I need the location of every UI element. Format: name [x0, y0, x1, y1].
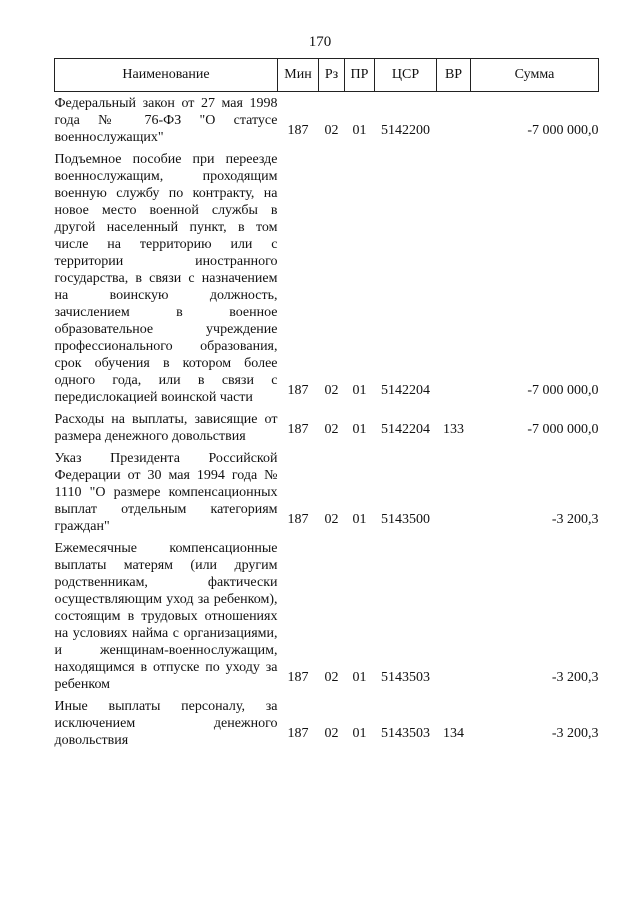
row-min: 187 — [287, 422, 309, 437]
row-rz: 02 — [324, 512, 339, 527]
row-pr: 01 — [352, 726, 367, 741]
row-pr: 01 — [352, 512, 367, 527]
row-name: Подъемное пособие при переезде военнослужащим, проходящим военную службу по контракту, на новое место военной службы в другой населенный пункт, в том числе на территорию или с территории иностранного государства, в связи с назначением на воинскую должность, зачислением в военное образовательное учреждение профессионального образования, срок обучения в котором более одного года, или в связи с передислокацией воинской части — [54, 152, 278, 405]
row-sum: -3 200,3 — [551, 512, 599, 527]
row-vr — [437, 399, 471, 406]
row-rz: 02 — [324, 383, 339, 398]
table-row — [55, 535, 599, 693]
row-pr: 01 — [352, 670, 367, 685]
row-csr: 5142204 — [381, 383, 430, 398]
header-sum: Сумма — [471, 59, 599, 92]
row-pr: 01 — [352, 383, 367, 398]
table-row — [55, 146, 599, 406]
row-csr: 5143503 — [381, 726, 430, 741]
header-csr: ЦСР — [375, 59, 437, 92]
row-sum: -7 000 000,0 — [527, 123, 599, 138]
row-name: Иные выплаты персоналу, за исключением денежного довольствия — [54, 699, 278, 748]
row-vr: 134 — [443, 726, 464, 741]
row-min: 187 — [287, 383, 309, 398]
row-sum: -3 200,3 — [551, 726, 599, 741]
row-pr: 01 — [352, 422, 367, 437]
header-rz: Рз — [319, 59, 345, 92]
row-rz: 02 — [324, 422, 339, 437]
row-csr: 5142200 — [381, 123, 430, 138]
row-csr: 5142204 — [381, 422, 430, 437]
row-min: 187 — [287, 726, 309, 741]
header-name: Наименование — [55, 59, 278, 92]
row-name: Федеральный закон от 27 мая 1998 года № 76-ФЗ "О статусе военнослужащих" — [54, 96, 278, 145]
header-min: Мин — [278, 59, 319, 92]
header-vr: ВР — [437, 59, 471, 92]
table-row — [55, 693, 599, 749]
row-sum: -7 000 000,0 — [527, 383, 599, 398]
row-rz: 02 — [324, 123, 339, 138]
row-sum: -3 200,3 — [551, 670, 599, 685]
table-row — [55, 406, 599, 445]
row-vr — [437, 686, 471, 693]
table-row — [55, 445, 599, 535]
header-pr: ПР — [345, 59, 375, 92]
row-name: Расходы на выплаты, зависящие от размера денежного довольствия — [54, 412, 278, 444]
row-sum: -7 000 000,0 — [527, 422, 599, 437]
row-csr: 5143500 — [381, 512, 430, 527]
page-number: 170 — [308, 34, 332, 50]
row-vr — [437, 139, 471, 146]
row-min: 187 — [287, 123, 309, 138]
row-vr: 133 — [443, 422, 464, 437]
table-row — [55, 92, 599, 147]
row-vr — [437, 528, 471, 535]
budget-table — [54, 58, 599, 749]
row-name: Указ Президента Российской Федерации от 30 мая 1994 года № 1110 "О размере компенсационных выплат отдельным категориям граждан" — [54, 451, 278, 534]
row-min: 187 — [287, 512, 309, 527]
row-name: Ежемесячные компенсационные выплаты матерям (или другим родственникам, фактически осуществляющим уход за ребенком), состоящим в трудовых отношениях на условиях найма с организациями, и женщинам-военнослужащим, находящимся в отпуске по уходу за ребенком — [54, 541, 278, 692]
row-min: 187 — [287, 670, 309, 685]
row-rz: 02 — [324, 670, 339, 685]
row-pr: 01 — [352, 123, 367, 138]
row-rz: 02 — [324, 726, 339, 741]
row-csr: 5143503 — [381, 670, 430, 685]
table-header-row — [55, 59, 599, 92]
